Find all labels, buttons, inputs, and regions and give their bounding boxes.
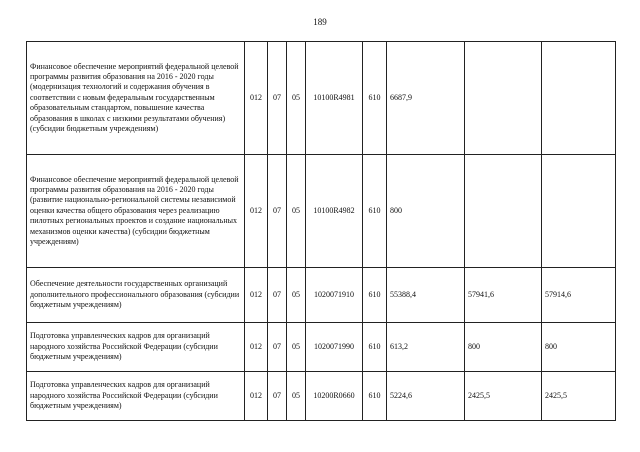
amount-year-1: 613,2 [387,323,465,372]
page-number: 189 [313,17,327,27]
expense-type-code: 610 [363,268,387,323]
expense-type-code: 610 [363,42,387,155]
target-article-code: 10100R4981 [306,42,363,155]
ministry-code: 012 [245,155,268,268]
section-code: 07 [268,42,287,155]
amount-year-3 [542,42,616,155]
expense-type-code: 610 [363,372,387,421]
amount-year-2: 800 [465,323,542,372]
amount-year-1: 5224,6 [387,372,465,421]
amount-year-2: 2425,5 [465,372,542,421]
target-article-code: 1020071910 [306,268,363,323]
ministry-code: 012 [245,323,268,372]
amount-year-3 [542,155,616,268]
subsection-code: 05 [287,268,306,323]
target-article-code: 1020071990 [306,323,363,372]
row-description: Финансовое обеспечение мероприятий федеральной целевой программы развития образования на 2016 - 2020 годы (развитие национально-региональной системы независимой оценки качества общего образования через реализацию пилотных региональных проектов и создание национальных механизмов оценки качества) (субсидии бюджетным учреждениям) [27,155,245,268]
amount-year-3: 800 [542,323,616,372]
table-row [27,372,616,421]
expense-type-code: 610 [363,155,387,268]
amount-year-2 [465,42,542,155]
row-description: Финансовое обеспечение мероприятий федеральной целевой программы развития образования на 2016 - 2020 годы (модернизация технологий и содержания обучения в соответствии с новым федеральным государственным образовательным стандартом, повышение качества образования в школах с низкими результатами обучения) (субсидии бюджетным учреждениям) [27,42,245,155]
section-code: 07 [268,323,287,372]
target-article-code: 10100R4982 [306,155,363,268]
amount-year-3: 57914,6 [542,268,616,323]
ministry-code: 012 [245,42,268,155]
ministry-code: 012 [245,372,268,421]
amount-year-1: 800 [387,155,465,268]
subsection-code: 05 [287,372,306,421]
table-row [27,42,616,155]
row-description: Обеспечение деятельности государственных организаций дополнительного профессионального образования (субсидии бюджетным учреждениям) [27,268,245,323]
expense-type-code: 610 [363,323,387,372]
subsection-code: 05 [287,155,306,268]
row-description: Подготовка управленческих кадров для организаций народного хозяйства Российской Федерации (субсидии бюджетным учреждениям) [27,323,245,372]
amount-year-1: 55388,4 [387,268,465,323]
section-code: 07 [268,372,287,421]
target-article-code: 10200R0660 [306,372,363,421]
amount-year-3: 2425,5 [542,372,616,421]
amount-year-2: 57941,6 [465,268,542,323]
section-code: 07 [268,155,287,268]
subsection-code: 05 [287,42,306,155]
table-row [27,323,616,372]
budget-table [26,41,616,421]
ministry-code: 012 [245,268,268,323]
section-code: 07 [268,268,287,323]
table-row [27,155,616,268]
amount-year-1: 6687,9 [387,42,465,155]
subsection-code: 05 [287,323,306,372]
table-row [27,268,616,323]
amount-year-2 [465,155,542,268]
row-description: Подготовка управленческих кадров для организаций народного хозяйства Российской Федерации (субсидии бюджетным учреждениям) [27,372,245,421]
